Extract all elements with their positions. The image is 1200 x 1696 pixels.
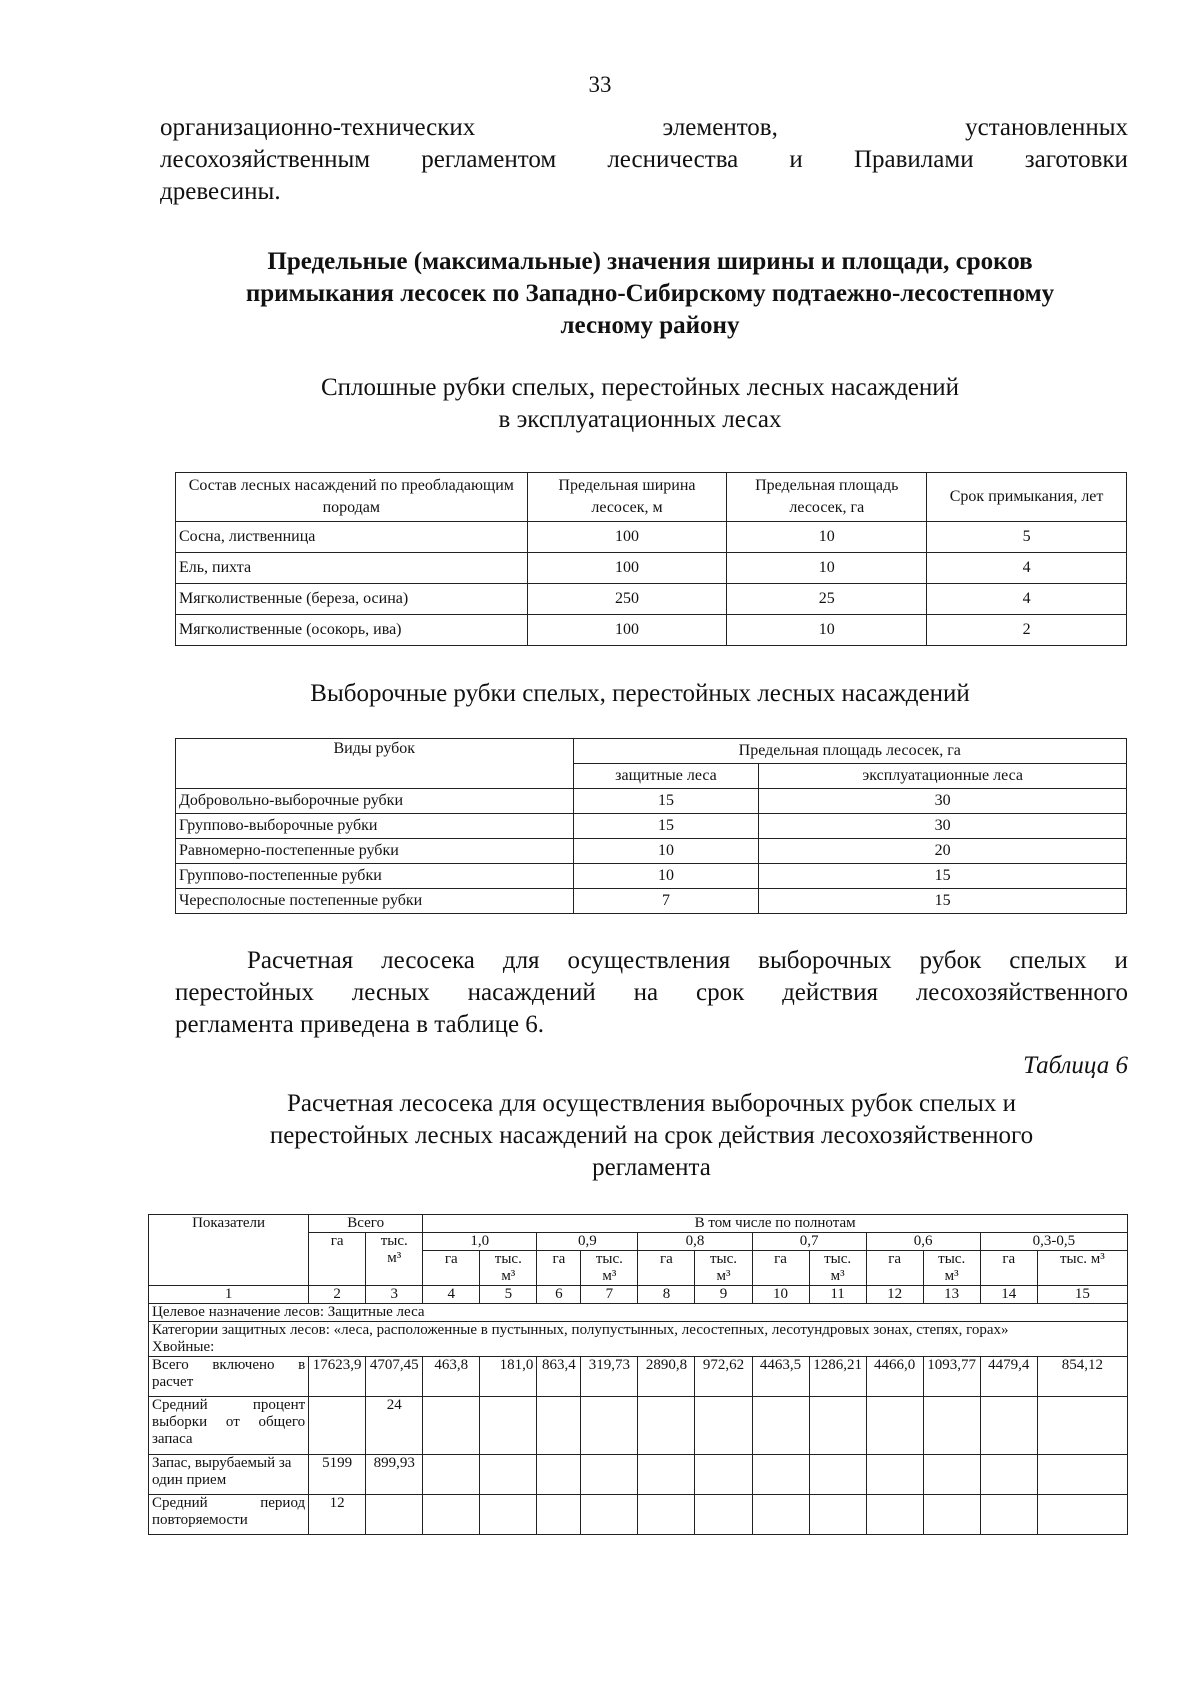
table-row bbox=[176, 789, 1127, 814]
cell: 20 bbox=[759, 839, 1127, 864]
table-title bbox=[175, 1088, 1128, 1184]
cell bbox=[752, 1455, 809, 1495]
unit-text: тыс. bbox=[709, 1251, 738, 1267]
cell: 15 bbox=[573, 814, 759, 839]
cell: 1 bbox=[149, 1286, 309, 1304]
cell bbox=[866, 1495, 923, 1535]
unit-cell bbox=[581, 1251, 638, 1286]
unit-text: м³ bbox=[830, 1268, 845, 1284]
cell bbox=[923, 1495, 980, 1535]
cell: 1093,77 bbox=[923, 1357, 980, 1397]
cell bbox=[581, 1397, 638, 1455]
cell: 15 bbox=[573, 789, 759, 814]
cell: 5199 bbox=[309, 1455, 366, 1495]
cell bbox=[809, 1495, 866, 1535]
cell: 9 bbox=[695, 1286, 752, 1304]
word: и bbox=[1114, 947, 1128, 974]
cell: 854,12 bbox=[1037, 1357, 1127, 1397]
cell: 10 bbox=[573, 864, 759, 889]
table-row bbox=[176, 864, 1127, 889]
header-cell: эксплуатационные леса bbox=[759, 764, 1127, 789]
cell: 14 bbox=[980, 1286, 1037, 1304]
cell: 7 bbox=[581, 1286, 638, 1304]
unit-cell bbox=[695, 1251, 752, 1286]
cell bbox=[423, 1455, 480, 1495]
cell bbox=[866, 1455, 923, 1495]
cell: 181,0 bbox=[480, 1357, 537, 1397]
cell: 2 bbox=[927, 615, 1127, 646]
unit-text: тыс. bbox=[824, 1251, 852, 1267]
header-cell: Всего bbox=[309, 1215, 423, 1233]
cell: 319,73 bbox=[581, 1357, 638, 1397]
paragraph-last-line: регламента приведена в таблице 6. bbox=[175, 1011, 545, 1038]
cell: 4466,0 bbox=[866, 1357, 923, 1397]
unit-cell: тыс. м³ bbox=[1037, 1251, 1127, 1286]
table-row bbox=[176, 522, 1127, 553]
subheading-clearcut bbox=[160, 372, 1120, 436]
cell bbox=[423, 1397, 480, 1455]
unit-cell: га bbox=[980, 1251, 1037, 1286]
unit-cell bbox=[480, 1251, 537, 1286]
cell bbox=[923, 1397, 980, 1455]
cell: 899,93 bbox=[366, 1455, 423, 1495]
header-cell: защитные леса bbox=[573, 764, 759, 789]
estimated-cutting-table bbox=[148, 1214, 1128, 1535]
row-label: Средний процент выборки от общего запаса bbox=[149, 1397, 309, 1455]
word: перестойных bbox=[175, 979, 314, 1006]
header-cell: Предельная площадь лесосек, га bbox=[727, 473, 927, 522]
cell bbox=[581, 1495, 638, 1535]
row-label: Средний период повторяемости bbox=[149, 1495, 309, 1535]
word: насаждений bbox=[467, 979, 596, 1006]
unit-cell: га bbox=[309, 1233, 366, 1286]
cell: 4463,5 bbox=[752, 1357, 809, 1397]
unit-text: тыс. bbox=[595, 1251, 623, 1267]
cell bbox=[809, 1455, 866, 1495]
cell: 4 bbox=[423, 1286, 480, 1304]
word: срок bbox=[695, 979, 745, 1006]
word: действия bbox=[782, 979, 878, 1006]
cell bbox=[866, 1397, 923, 1455]
unit-cell: га bbox=[423, 1251, 480, 1286]
section-heading bbox=[180, 246, 1120, 342]
header-cell: Состав лесных насаждений по преобладающим породам bbox=[176, 473, 528, 522]
purpose-cell: Целевое назначение лесов: Защитные леса bbox=[149, 1304, 1128, 1322]
cell: 4 bbox=[927, 553, 1127, 584]
cell bbox=[1037, 1495, 1127, 1535]
density-cell: 0,3-0,5 bbox=[980, 1233, 1127, 1251]
density-cell: 0,8 bbox=[638, 1233, 752, 1251]
header-cell: Срок примыкания, лет bbox=[927, 473, 1127, 522]
cell: 2890,8 bbox=[638, 1357, 695, 1397]
cell: 4707,45 bbox=[366, 1357, 423, 1397]
selective-limits-table bbox=[175, 738, 1127, 914]
word: спелых bbox=[1009, 947, 1087, 974]
cell: 972,62 bbox=[695, 1357, 752, 1397]
category-cell bbox=[149, 1322, 1128, 1357]
table-row bbox=[176, 839, 1127, 864]
density-cell: 1,0 bbox=[423, 1233, 537, 1251]
word: для bbox=[502, 947, 540, 974]
cell bbox=[581, 1455, 638, 1495]
intro-paragraph bbox=[160, 112, 1128, 208]
table-row bbox=[176, 615, 1127, 646]
conifers-label: Хвойные: bbox=[152, 1339, 215, 1355]
word: и bbox=[789, 146, 803, 173]
cell: Группово-выборочные рубки bbox=[176, 814, 574, 839]
header-cell: Предельная ширина лесосек, м bbox=[527, 473, 727, 522]
unit-text: м³ bbox=[716, 1268, 731, 1284]
header-cell: Виды рубок bbox=[176, 739, 574, 789]
cell bbox=[537, 1495, 581, 1535]
cell: 12 bbox=[866, 1286, 923, 1304]
word: лесохозяйственным bbox=[160, 146, 371, 173]
word: выборочных bbox=[758, 947, 892, 974]
cell: 100 bbox=[527, 553, 727, 584]
header-cell: В том числе по полнотам bbox=[423, 1215, 1128, 1233]
cell bbox=[695, 1397, 752, 1455]
cell bbox=[423, 1495, 480, 1535]
table-row bbox=[176, 553, 1127, 584]
cell: 4479,4 bbox=[980, 1357, 1037, 1397]
unit-text: м³ bbox=[944, 1268, 959, 1284]
cell: 10 bbox=[573, 839, 759, 864]
word: рубок bbox=[919, 947, 982, 974]
cell bbox=[366, 1495, 423, 1535]
table-title-line: регламента bbox=[592, 1154, 711, 1181]
cell: 10 bbox=[727, 615, 927, 646]
word: регламентом bbox=[421, 146, 557, 173]
cell: Ель, пихта bbox=[176, 553, 528, 584]
word: организационно-технических bbox=[160, 114, 476, 141]
cell bbox=[695, 1495, 752, 1535]
word: установленных bbox=[965, 114, 1128, 141]
density-cell: 0,7 bbox=[752, 1233, 866, 1251]
table-row bbox=[176, 889, 1127, 914]
cell: 30 bbox=[759, 814, 1127, 839]
cell bbox=[980, 1455, 1037, 1495]
unit-cell: га bbox=[752, 1251, 809, 1286]
unit-text: м³ bbox=[387, 1250, 402, 1266]
word: элементов, bbox=[662, 114, 778, 141]
cell bbox=[638, 1495, 695, 1535]
cell: 5 bbox=[927, 522, 1127, 553]
cell: 25 bbox=[727, 584, 927, 615]
cell: 4 bbox=[927, 584, 1127, 615]
table-row bbox=[176, 584, 1127, 615]
density-cell: 0,6 bbox=[866, 1233, 980, 1251]
table6-reference-paragraph bbox=[175, 945, 1128, 1041]
header-cell: Показатели bbox=[149, 1215, 309, 1286]
cell: Чересполосные постепенные рубки bbox=[176, 889, 574, 914]
table-label: Таблица 6 bbox=[1023, 1052, 1128, 1079]
cell bbox=[309, 1397, 366, 1455]
cell bbox=[537, 1455, 581, 1495]
row-label: Запас, вырубаемый за один прием bbox=[149, 1455, 309, 1495]
cell bbox=[537, 1397, 581, 1455]
cell: 11 bbox=[809, 1286, 866, 1304]
unit-text: м³ bbox=[501, 1268, 516, 1284]
table-row bbox=[149, 1304, 1128, 1322]
heading-line: Предельные (максимальные) значения ширины и площади, сроков bbox=[267, 248, 1033, 275]
cell: Мягколиственные (береза, осина) bbox=[176, 584, 528, 615]
subheading-selective: Выборочные рубки спелых, перестойных лесных насаждений bbox=[310, 680, 970, 707]
table-row bbox=[149, 1455, 1128, 1495]
word: лесных bbox=[351, 979, 430, 1006]
word: Расчетная bbox=[247, 947, 354, 974]
table-title-line: перестойных лесных насаждений на срок действия лесохозяйственного bbox=[269, 1122, 1034, 1149]
page-number: 33 bbox=[588, 72, 612, 97]
cell bbox=[980, 1397, 1037, 1455]
cell: Группово-постепенные рубки bbox=[176, 864, 574, 889]
row-label: Всего включено в расчет bbox=[149, 1357, 309, 1397]
cell: 15 bbox=[1037, 1286, 1127, 1304]
word: Правилами bbox=[853, 146, 974, 173]
word: лесохозяйственного bbox=[915, 979, 1128, 1006]
cell bbox=[1037, 1397, 1127, 1455]
cell: 463,8 bbox=[423, 1357, 480, 1397]
category-text: Категории защитных лесов: «леса, расположенные в пустынных, полупустынных, лесостепных, лесотундровых зонах, степях, горах» bbox=[152, 1322, 1009, 1338]
cell bbox=[752, 1397, 809, 1455]
cell: Сосна, лиственница bbox=[176, 522, 528, 553]
cell: 5 bbox=[480, 1286, 537, 1304]
cell bbox=[980, 1495, 1037, 1535]
cell: 10 bbox=[727, 553, 927, 584]
cell: Равномерно-постепенные рубки bbox=[176, 839, 574, 864]
cell: 6 bbox=[537, 1286, 581, 1304]
subheading-line: Сплошные рубки спелых, перестойных лесных насаждений bbox=[320, 374, 960, 401]
cell bbox=[923, 1455, 980, 1495]
table-row bbox=[149, 1322, 1128, 1357]
table-row bbox=[176, 814, 1127, 839]
table-row bbox=[149, 1357, 1128, 1397]
unit-cell: га bbox=[638, 1251, 695, 1286]
cell: Мягколиственные (осокорь, ива) bbox=[176, 615, 528, 646]
cell bbox=[1037, 1455, 1127, 1495]
cell: 250 bbox=[527, 584, 727, 615]
word: лесничества bbox=[607, 146, 739, 173]
cell: 863,4 bbox=[537, 1357, 581, 1397]
header-cell: Предельная площадь лесосек, га bbox=[573, 739, 1126, 764]
cell bbox=[480, 1455, 537, 1495]
unit-text: м³ bbox=[602, 1268, 617, 1284]
density-cell: 0,9 bbox=[537, 1233, 638, 1251]
heading-line: примыкания лесосек по Западно-Сибирскому подтаежно-лесостепному bbox=[245, 280, 1055, 307]
cell: 3 bbox=[366, 1286, 423, 1304]
cell bbox=[480, 1397, 537, 1455]
clearcut-limits-table bbox=[175, 472, 1127, 646]
cell: 8 bbox=[638, 1286, 695, 1304]
unit-cell: га bbox=[866, 1251, 923, 1286]
cell: 100 bbox=[527, 522, 727, 553]
table-row bbox=[149, 1397, 1128, 1455]
word: лесосека bbox=[381, 947, 475, 974]
cell: 1286,21 bbox=[809, 1357, 866, 1397]
subheading-line: в эксплуатационных лесах bbox=[498, 406, 782, 433]
cell: 24 bbox=[366, 1397, 423, 1455]
word: осуществления bbox=[567, 947, 731, 974]
cell: 7 bbox=[573, 889, 759, 914]
unit-cell bbox=[809, 1251, 866, 1286]
table-title-line: Расчетная лесосека для осуществления выборочных рубок спелых и bbox=[287, 1090, 1016, 1117]
unit-cell: га bbox=[537, 1251, 581, 1286]
cell bbox=[695, 1455, 752, 1495]
unit-text: тыс. bbox=[380, 1233, 408, 1249]
word: на bbox=[633, 979, 659, 1006]
cell: 10 bbox=[727, 522, 927, 553]
cell: 30 bbox=[759, 789, 1127, 814]
cell: 10 bbox=[752, 1286, 809, 1304]
cell: 13 bbox=[923, 1286, 980, 1304]
cell: 15 bbox=[759, 889, 1127, 914]
intro-last-line: древесины. bbox=[160, 178, 281, 205]
cell: 15 bbox=[759, 864, 1127, 889]
cell bbox=[752, 1495, 809, 1535]
table-row bbox=[149, 1495, 1128, 1535]
heading-line: лесному району bbox=[560, 312, 740, 339]
cell: 17623,9 bbox=[309, 1357, 366, 1397]
column-number-row bbox=[149, 1286, 1128, 1304]
unit-cell bbox=[923, 1251, 980, 1286]
unit-text: тыс. bbox=[938, 1251, 966, 1267]
unit-text: тыс. bbox=[494, 1251, 522, 1267]
word: заготовки bbox=[1024, 146, 1128, 173]
cell: 2 bbox=[309, 1286, 366, 1304]
cell bbox=[638, 1455, 695, 1495]
cell: Добровольно-выборочные рубки bbox=[176, 789, 574, 814]
cell bbox=[638, 1397, 695, 1455]
cell: 12 bbox=[309, 1495, 366, 1535]
unit-cell bbox=[366, 1233, 423, 1286]
cell bbox=[809, 1397, 866, 1455]
cell: 100 bbox=[527, 615, 727, 646]
cell bbox=[480, 1495, 537, 1535]
